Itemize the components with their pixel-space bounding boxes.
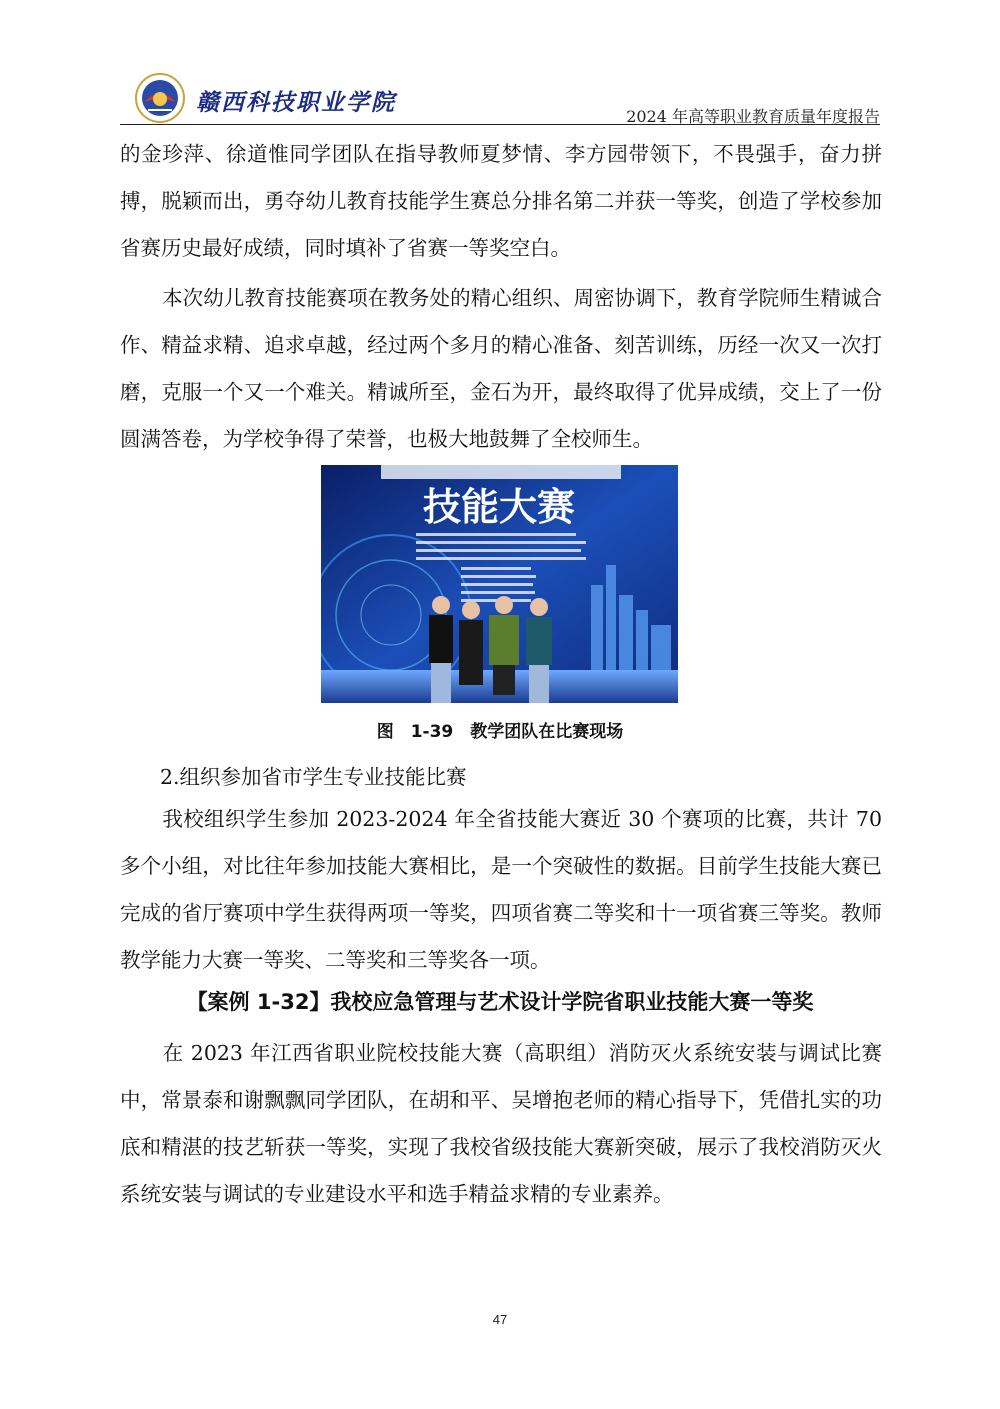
report-title: 2024 年高等职业教育质量年度报告 <box>626 107 880 126</box>
paragraph-4: 在 2023 年江西省职业院校技能大赛（高职组）消防灭火系统安装与调试比赛中，常景泰和谢飘飘同学团队，在胡和平、吴增抱老师的精心指导下，凭借扎实的功底和精湛的技艺斩获一等奖，实现了我校省级技能大赛新突破，展示了我校消防灭火系统安装与调试的专业建设水平和选手精益求精的专业素养。 <box>120 1041 882 1206</box>
school-name: 赣西科技职业学院 <box>196 89 396 116</box>
paragraph-1: 的金珍萍、徐道惟同学团队在指导教师夏梦情、李方园带领下，不畏强手，奋力拼搏，脱颖而出，勇夺幼儿教育技能学生赛总分排名第二并获一等奖，创造了学校参加省赛历史最好成绩，同时填补了省赛一等奖空白。 <box>120 142 882 260</box>
paragraph-2: 本次幼儿教育技能赛项在教务处的精心组织、周密协调下，教育学院师生精诚合作、精益求精、追求卓越，经过两个多月的精心准备、刻苦训练，历经一次又一次打磨，克服一个又一个难关。精诚所至，金石为开，最终取得了优异成绩，交上了一份圆满答卷，为学校争得了荣誉，也极大地鼓舞了全校师生。 <box>120 286 882 451</box>
case-title: 【案例 1-32】我校应急管理与艺术设计学院省职业技能大赛一等奖 <box>186 990 814 1014</box>
figure-caption: 图 1-39 教学团队在比赛现场 <box>376 722 624 742</box>
page-header <box>120 72 880 128</box>
section-subheading: 2.组织参加省市学生专业技能比赛 <box>160 765 467 789</box>
competition-photo <box>321 465 678 703</box>
header-divider <box>120 124 880 125</box>
banner-title: 技能大赛 <box>422 485 576 529</box>
paragraph-3: 我校组织学生参加 2023-2024 年全省技能大赛近 30 个赛项的比赛，共计 70 多个小组，对比往年参加技能大赛相比，是一个突破性的数据。目前学生技能大赛已完成的省厅赛项中学生获得两项一等奖，四项省赛二等奖和十一项省赛三等奖。教师教学能力大赛一等奖、二等奖和三等奖各一项。 <box>120 807 882 972</box>
school-logo-icon <box>134 72 186 124</box>
page-number: 47 <box>492 1312 508 1327</box>
